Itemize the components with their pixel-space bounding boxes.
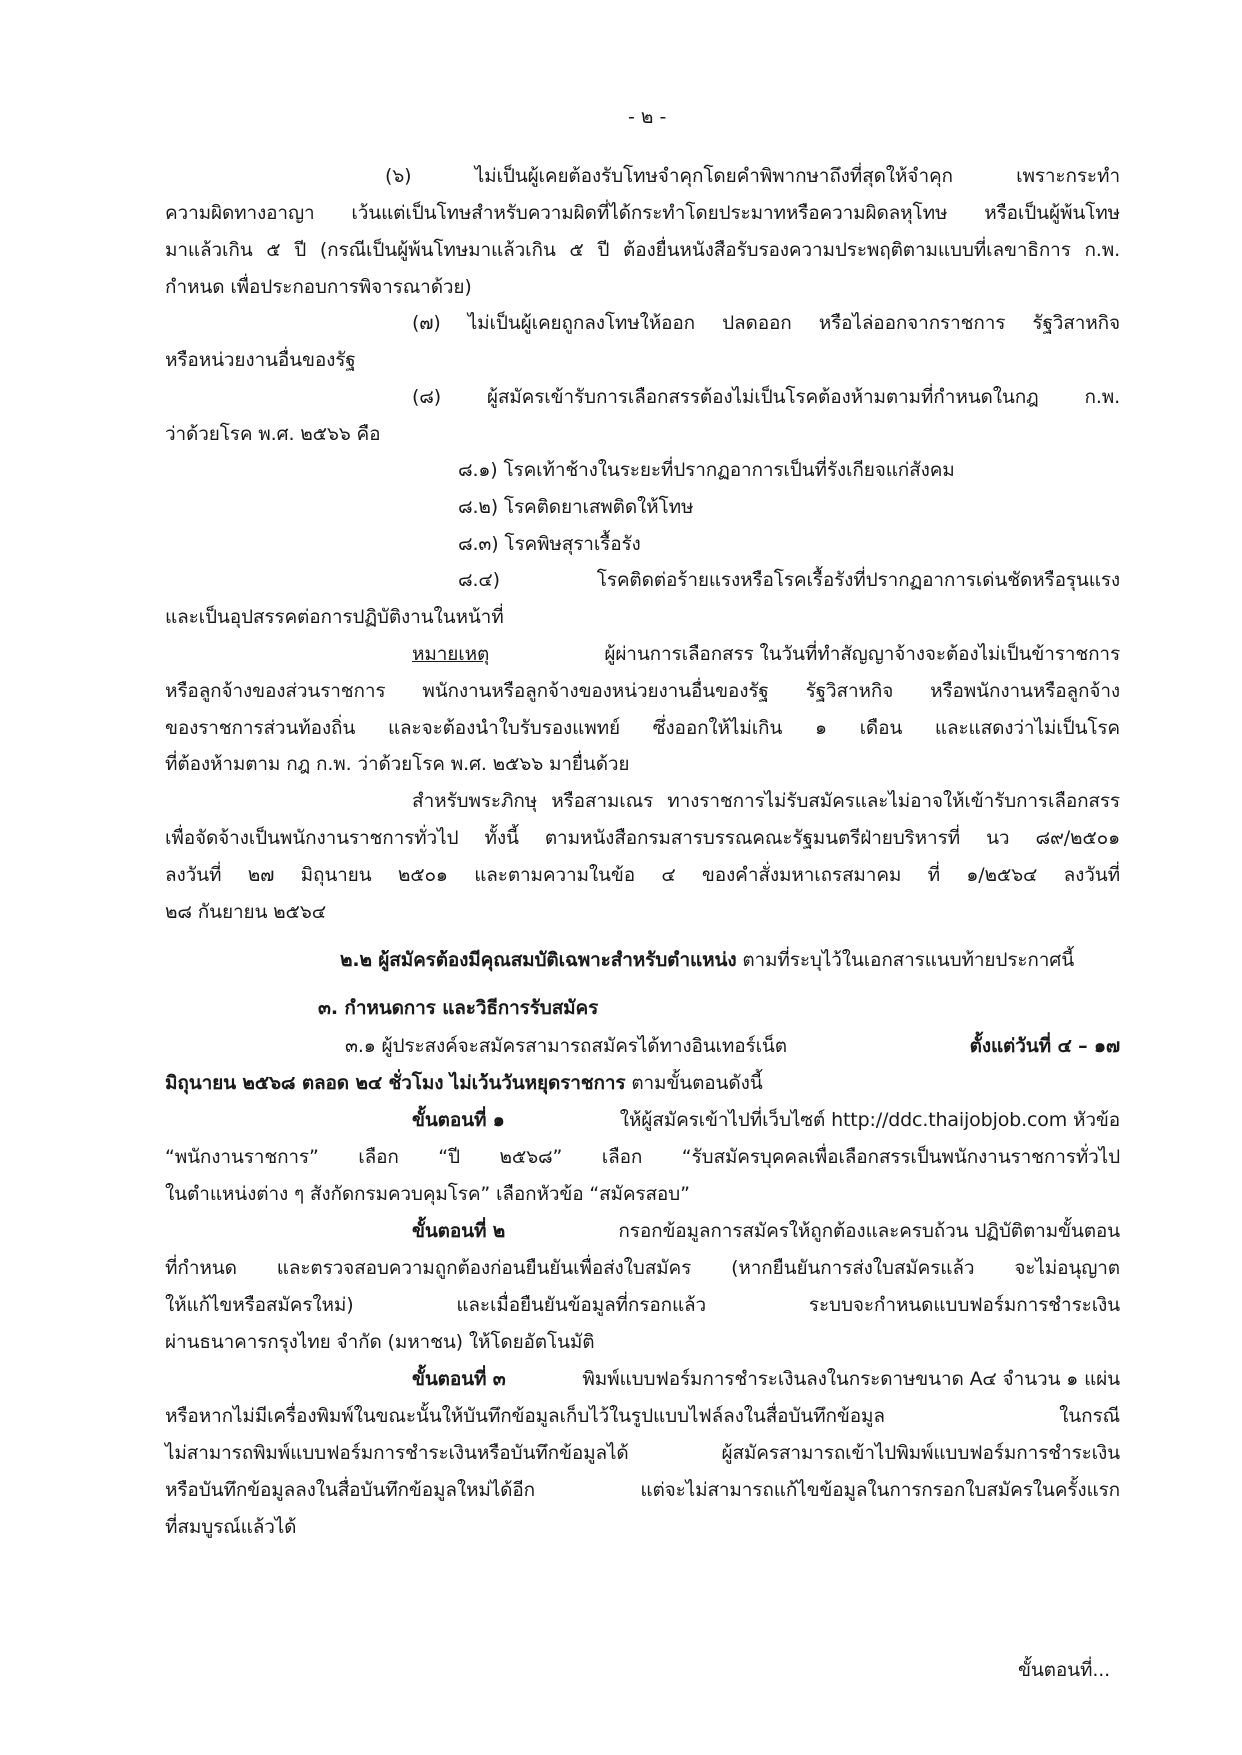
- step1-label: ขั้นตอนที่ ๑: [412, 1109, 505, 1131]
- step3-line2: หรือหากไม่มีเครื่องพิมพ์ในขณะนั้นให้บันทึกข้อมูลเก็บไว้ในรูปแบบไฟล์ลงในสื่อบันทึกข้อมูล ในกรณี: [165, 1405, 1120, 1427]
- section-3-1-line2: [165, 1068, 763, 1098]
- step3-line4: หรือบันทึกข้อมูลลงในสื่อบันทึกข้อมูลใหม่ได้อีก แต่จะไม่สามารถแก้ไขข้อมูลในการกรอกใบสมัครในครั้งแรก: [165, 1479, 1120, 1501]
- monk-line3: ลงวันที่ ๒๗ มิถุนายน ๒๕๐๑ และตามความในข้อ ๔ ของคำสั่งมหาเถรสมาคม ที่ ๑/๒๕๖๔ ลงวันที่: [165, 864, 1120, 886]
- section-3-1-line1: [345, 1031, 1120, 1061]
- note-line2: หรือลูกจ้างของส่วนราชการ พนักงานหรือลูกจ้างของหน่วยงานอื่นของรัฐ รัฐวิสาหกิจ หรือพนักงานหรือลูกจ้าง: [165, 680, 1120, 702]
- section-3-1-period: มิถุนายน ๒๕๖๘ ตลอด ๒๔ ชั่วโมง ไม่เว้นวันหยุดราชการ: [165, 1072, 626, 1094]
- item8-line1: (๘) ผู้สมัครเข้ารับการเลือกสรรต้องไม่เป็นโรคต้องห้ามตามที่กำหนดในกฎ ก.พ.: [412, 386, 1120, 408]
- item8-disease-2: ๘.๒) โรคติดยาเสพติดให้โทษ: [458, 496, 694, 518]
- step1-line1: [412, 1105, 1120, 1135]
- note-line4: ที่ต้องห้ามตาม กฎ ก.พ. ว่าด้วยโรค พ.ศ. ๒๕๖๖ มายื่นด้วย: [165, 753, 630, 775]
- section-3-1-text: ๓.๑ ผู้ประสงค์จะสมัครสามารถสมัครได้ทางอินเทอร์เน็ต: [345, 1035, 787, 1057]
- section-3-heading: ๓. กำหนดการ และวิธีการรับสมัคร: [318, 997, 599, 1019]
- item8-disease-1: ๘.๑) โรคเท้าช้างในระยะที่ปรากฏอาการเป็นที่รังเกียจแก่สังคม: [458, 459, 955, 481]
- item6-line2: ความผิดทางอาญา เว้นแต่เป็นโทษสำหรับความผิดที่ได้กระทำโดยประมาทหรือความผิดลหุโทษ หรือเป็นผู้พ้นโทษ: [165, 202, 1120, 224]
- step1-line1-text: ให้ผู้สมัครเข้าไปที่เว็บไซต์ http://ddc.thaijobjob.com หัวข้อ: [619, 1109, 1120, 1131]
- note-line3: ของราชการส่วนท้องถิ่น และจะต้องนำใบรับรองแพทย์ ซึ่งออกให้ไม่เกิน ๑ เดือน และแสดงว่าไม่เป็นโรค: [165, 717, 1120, 739]
- item8-disease-4: ๘.๔) โรคติดต่อร้ายแรงหรือโรคเรื้อรังที่ปรากฏอาการเด่นชัดหรือรุนแรง: [458, 569, 1120, 591]
- step2-line3: ให้แก้ไขหรือสมัครใหม่) และเมื่อยืนยันข้อมูลที่กรอกแล้ว ระบบจะกำหนดแบบฟอร์มการชำระเงิน: [165, 1294, 1120, 1316]
- continue-marker: ขั้นตอนที่...: [1018, 1659, 1111, 1681]
- section-3-1-steps-intro: ตามขั้นตอนดังนี้: [625, 1072, 763, 1094]
- item8-disease-3: ๘.๓) โรคพิษสุราเรื้อรัง: [458, 533, 641, 555]
- step3-label: ขั้นตอนที่ ๓: [412, 1368, 506, 1390]
- step1-line3: ในตำแหน่งต่าง ๆ สังกัดกรมควบคุมโรค” เลือกหัวข้อ “สมัครสอบ”: [165, 1183, 690, 1205]
- section-2-2-rest: ตามที่ระบุไว้ในเอกสารแนบท้ายประกาศนี้: [736, 949, 1075, 971]
- note-label: หมายเหตุ: [412, 643, 490, 665]
- item8-disease-4-cont: และเป็นอุปสรรคต่อการปฏิบัติงานในหน้าที่: [165, 606, 504, 628]
- item6-line4: กำหนด เพื่อประกอบการพิจารณาด้วย): [165, 276, 472, 298]
- monk-line1: สำหรับพระภิกษุ หรือสามเณร ทางราชการไม่รับสมัครและไม่อาจให้เข้ารับการเลือกสรร: [412, 790, 1120, 812]
- step2-line4: ผ่านธนาคารกรุงไทย จำกัด (มหาชน) ให้โดยอัตโนมัติ: [165, 1331, 595, 1353]
- item6-line3: มาแล้วเกิน ๕ ปี (กรณีเป็นผู้พ้นโทษมาแล้วเกิน ๕ ปี ต้องยื่นหนังสือรับรองความประพฤติตามแบบที่เลขาธิการ ก.พ.: [165, 239, 1120, 261]
- item7-line1: (๗) ไม่เป็นผู้เคยถูกลงโทษให้ออก ปลดออก หรือไล่ออกจากราชการ รัฐวิสาหกิจ: [412, 312, 1120, 334]
- note-line1: [412, 639, 1120, 669]
- monk-line2: เพื่อจัดจ้างเป็นพนักงานราชการทั่วไป ทั้งนี้ ตามหนังสือกรมสารบรรณคณะรัฐมนตรีฝ่ายบริหารที่ นว ๘๙/๒๕๐๑: [165, 827, 1120, 849]
- section-2-2-title: ๒.๒ ผู้สมัครต้องมีคุณสมบัติเฉพาะสำหรับตำแหน่ง: [340, 949, 737, 971]
- item6-line1: (๖) ไม่เป็นผู้เคยต้องรับโทษจำคุกโดยคำพิพากษาถึงที่สุดให้จำคุก เพราะกระทำ: [385, 165, 1120, 187]
- step3-line1-text: พิมพ์แบบฟอร์มการชำระเงินลงในกระดาษขนาด A๔ จำนวน ๑ แผ่น: [582, 1368, 1120, 1390]
- step2-label: ขั้นตอนที่ ๒: [412, 1220, 506, 1242]
- monk-line4: ๒๘ กันยายน ๒๕๖๔: [165, 901, 326, 923]
- step2-line1: [412, 1216, 1120, 1246]
- item8-line2: ว่าด้วยโรค พ.ศ. ๒๕๖๖ คือ: [165, 423, 381, 445]
- page-number: - ๒ -: [628, 106, 667, 128]
- step2-line2: ที่กำหนด และตรวจสอบความถูกต้องก่อนยืนยันเพื่อส่งใบสมัคร (หากยืนยันการส่งใบสมัครแล้ว จะไม่อนุญาต: [165, 1257, 1120, 1279]
- section-3-1-dates: ตั้งแต่วันที่ ๔ – ๑๗: [969, 1035, 1120, 1057]
- step3-line3: ไม่สามารถพิมพ์แบบฟอร์มการชำระเงินหรือบันทึกข้อมูลได้ ผู้สมัครสามารถเข้าไปพิมพ์แบบฟอร์มการชำระเงิน: [165, 1442, 1120, 1464]
- section-2-2: [340, 945, 1074, 975]
- step3-line1: [412, 1364, 1120, 1394]
- step2-line1-text: กรอกข้อมูลการสมัครให้ถูกต้องและครบถ้วน ปฏิบัติตามขั้นตอน: [618, 1220, 1120, 1242]
- step1-line2: “พนักงานราชการ” เลือก “ปี ๒๕๖๘” เลือก “รับสมัครบุคคลเพื่อเลือกสรรเป็นพนักงานราชการทั่วไป: [165, 1146, 1120, 1168]
- item7-line2: หรือหน่วยงานอื่นของรัฐ: [165, 349, 356, 371]
- note-line1-text: ผู้ผ่านการเลือกสรร ในวันที่ทำสัญญาจ้างจะต้องไม่เป็นข้าราชการ: [604, 643, 1120, 665]
- step3-line5: ที่สมบูรณ์แล้วได้: [165, 1516, 297, 1538]
